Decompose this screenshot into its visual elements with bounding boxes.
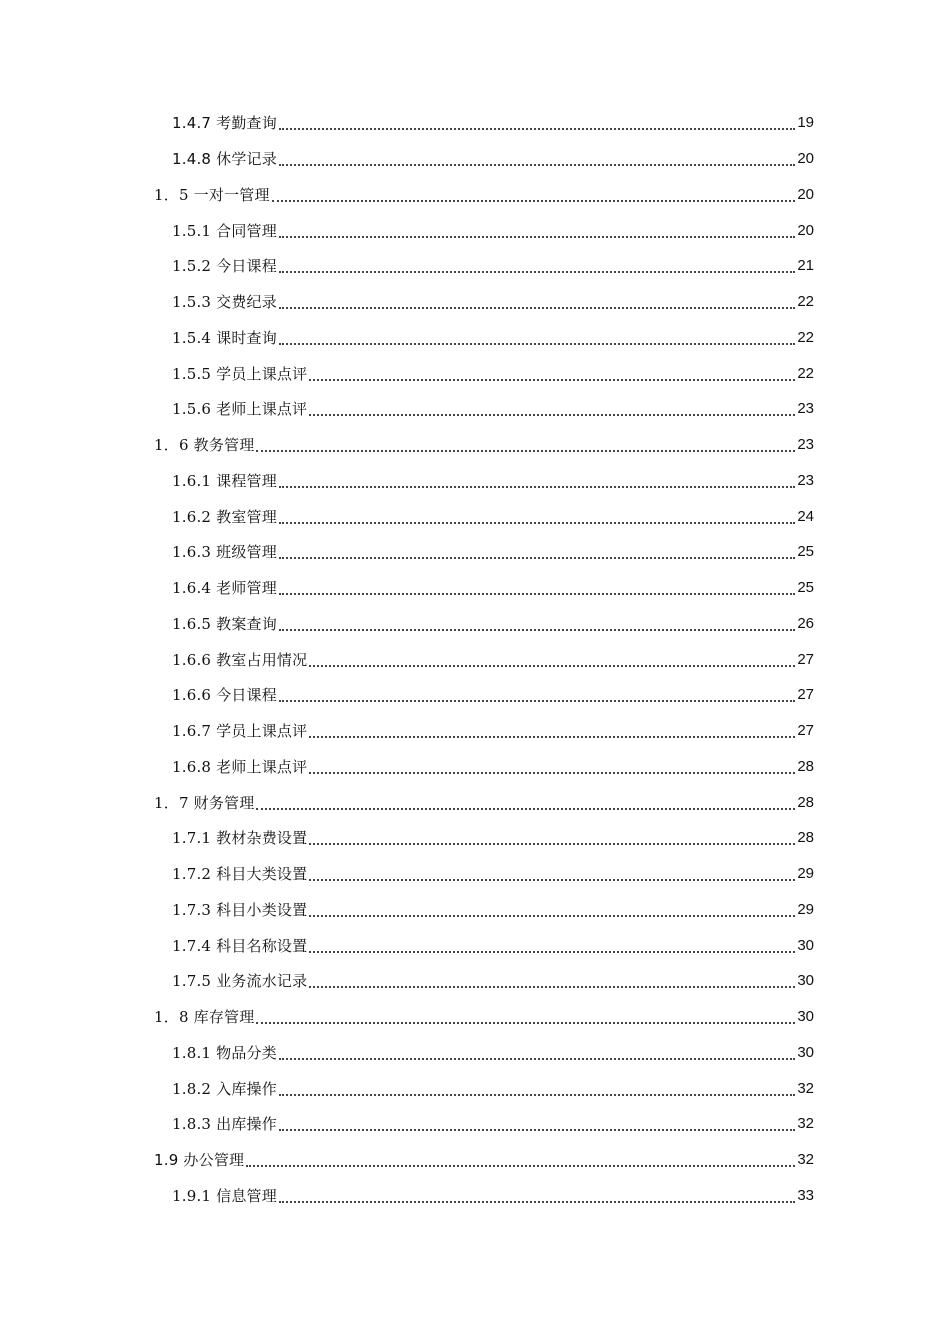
- dot-leader: [279, 127, 795, 130]
- dot-leader: [309, 413, 795, 416]
- dot-leader: [279, 306, 795, 309]
- dot-leader: [279, 1057, 795, 1060]
- toc-entry-label: 1.6.7 学员上课点评: [172, 722, 308, 741]
- toc-entry-page: 29: [797, 900, 814, 918]
- toc-entry[interactable]: [154, 177, 814, 213]
- toc-entry-label: 1．6 教务管理: [154, 436, 255, 455]
- toc-entry[interactable]: [172, 677, 814, 713]
- toc-entry[interactable]: [154, 427, 814, 463]
- toc-entry-label: 1.5.3 交费纪录: [172, 293, 277, 312]
- dot-leader: [279, 235, 795, 238]
- toc-entry[interactable]: [172, 320, 814, 356]
- toc-entry-page: 30: [797, 972, 814, 990]
- toc-entry-label: 1.5.1 合同管理: [172, 221, 277, 240]
- toc-entry-page: 32: [797, 1151, 814, 1169]
- dot-leader: [256, 1021, 795, 1024]
- toc-entry[interactable]: [172, 534, 814, 570]
- toc-entry-label: 1.7.2 科目大类设置: [172, 865, 308, 884]
- dot-leader: [256, 807, 795, 810]
- dot-leader: [246, 1164, 795, 1167]
- toc-entry-page: 21: [797, 257, 814, 275]
- toc-entry-label: 1.6.6 教室占用情况: [172, 650, 308, 669]
- toc-entry-label: 1.6.2 教室管理: [172, 507, 277, 526]
- toc-entry[interactable]: [172, 498, 814, 534]
- toc-entry-label: 1.7.3 科目小类设置: [172, 900, 308, 919]
- dot-leader: [272, 199, 796, 202]
- toc-entry[interactable]: [172, 1035, 814, 1071]
- toc-entry[interactable]: [172, 713, 814, 749]
- toc-entry[interactable]: [172, 391, 814, 427]
- toc-entry-label: 1.8.1 物品分类: [172, 1043, 277, 1062]
- toc-entry-page: 19: [797, 114, 814, 132]
- toc-entry-label: 1.4.7 考勤查询: [172, 114, 277, 133]
- toc-entry[interactable]: [172, 927, 814, 963]
- toc-entry-page: 33: [797, 1186, 814, 1204]
- toc-entry-page: 32: [797, 1115, 814, 1133]
- toc-entry-page: 23: [797, 436, 814, 454]
- toc-entry-page: 22: [797, 328, 814, 346]
- dot-leader: [309, 378, 795, 381]
- toc-entry-label: 1.6.5 教案查询: [172, 614, 277, 633]
- toc-entry-page: 23: [797, 400, 814, 418]
- toc-entry-label: 1．7 财务管理: [154, 793, 255, 812]
- toc-entry-page: 27: [797, 650, 814, 668]
- toc-entry-label: 1.7.1 教材杂费设置: [172, 829, 308, 848]
- dot-leader: [279, 628, 795, 631]
- toc-entry[interactable]: [172, 463, 814, 499]
- toc-entry-page: 25: [797, 579, 814, 597]
- toc-entry[interactable]: [172, 141, 814, 177]
- toc-entry-page: 30: [797, 1043, 814, 1061]
- toc-entry-label: 1.6.1 课程管理: [172, 471, 277, 490]
- toc-entry[interactable]: [172, 820, 814, 856]
- toc-entry-page: 28: [797, 757, 814, 775]
- toc-entry[interactable]: [172, 248, 814, 284]
- toc-entry-page: 28: [797, 829, 814, 847]
- table-of-contents: [0, 105, 950, 1213]
- toc-entry[interactable]: [172, 105, 814, 141]
- toc-entry[interactable]: [172, 856, 814, 892]
- toc-entry-page: 30: [797, 1008, 814, 1026]
- toc-entry[interactable]: [172, 570, 814, 606]
- toc-entry-page: 24: [797, 507, 814, 525]
- dot-leader: [279, 163, 795, 166]
- toc-entry[interactable]: [172, 641, 814, 677]
- dot-leader: [309, 878, 795, 881]
- toc-entry-label: 1.6.4 老师管理: [172, 579, 277, 598]
- toc-entry-label: 1.9 办公管理: [154, 1151, 245, 1170]
- toc-entry[interactable]: [172, 1178, 814, 1214]
- toc-entry-label: 1.9.1 信息管理: [172, 1186, 277, 1205]
- toc-entry-label: 1.8.2 入库操作: [172, 1079, 277, 1098]
- toc-entry[interactable]: [172, 892, 814, 928]
- toc-entry-page: 20: [797, 185, 814, 203]
- toc-entry-label: 1.6.6 今日课程: [172, 686, 277, 705]
- toc-entry-page: 23: [797, 471, 814, 489]
- dot-leader: [309, 842, 795, 845]
- toc-entry-page: 27: [797, 722, 814, 740]
- toc-entry-page: 20: [797, 150, 814, 168]
- toc-entry[interactable]: [172, 749, 814, 785]
- dot-leader: [279, 1128, 795, 1131]
- dot-leader: [279, 485, 795, 488]
- toc-entry-page: 30: [797, 936, 814, 954]
- dot-leader: [309, 771, 795, 774]
- toc-entry-page: 28: [797, 793, 814, 811]
- toc-entry[interactable]: [172, 355, 814, 391]
- dot-leader: [279, 699, 795, 702]
- toc-entry[interactable]: [172, 284, 814, 320]
- dot-leader: [309, 985, 795, 988]
- toc-entry-label: 1．5 一对一管理: [154, 185, 270, 204]
- toc-entry[interactable]: [154, 784, 814, 820]
- toc-entry[interactable]: [154, 999, 814, 1035]
- toc-entry-page: 27: [797, 686, 814, 704]
- toc-entry[interactable]: [172, 963, 814, 999]
- toc-entry[interactable]: [154, 1142, 814, 1178]
- toc-entry[interactable]: [172, 1070, 814, 1106]
- dot-leader: [279, 1093, 795, 1096]
- toc-entry-page: 25: [797, 543, 814, 561]
- toc-entry-label: 1.5.5 学员上课点评: [172, 364, 308, 383]
- toc-entry[interactable]: [172, 212, 814, 248]
- toc-entry-label: 1.5.4 课时查询: [172, 328, 277, 347]
- toc-entry-label: 1.7.4 科目名称设置: [172, 936, 308, 955]
- dot-leader: [309, 950, 795, 953]
- toc-entry-label: 1.8.3 出库操作: [172, 1115, 277, 1134]
- toc-entry-page: 20: [797, 221, 814, 239]
- toc-entry-page: 32: [797, 1079, 814, 1097]
- toc-entry-label: 1.5.2 今日课程: [172, 257, 277, 276]
- toc-entry-page: 26: [797, 614, 814, 632]
- dot-leader: [309, 664, 795, 667]
- dot-leader: [279, 556, 795, 559]
- toc-entry-label: 1．8 库存管理: [154, 1008, 255, 1027]
- toc-entry-label: 1.5.6 老师上课点评: [172, 400, 308, 419]
- dot-leader: [256, 449, 795, 452]
- toc-entry-label: 1.6.3 班级管理: [172, 543, 277, 562]
- toc-entry[interactable]: [172, 606, 814, 642]
- dot-leader: [279, 270, 795, 273]
- toc-entry-page: 22: [797, 364, 814, 382]
- dot-leader: [279, 521, 795, 524]
- dot-leader: [309, 914, 795, 917]
- toc-entry-page: 22: [797, 293, 814, 311]
- toc-entry-page: 29: [797, 865, 814, 883]
- toc-entry-label: 1.7.5 业务流水记录: [172, 972, 308, 991]
- toc-entry-label: 1.6.8 老师上课点评: [172, 757, 308, 776]
- toc-entry[interactable]: [172, 1106, 814, 1142]
- dot-leader: [279, 1200, 795, 1203]
- dot-leader: [279, 592, 795, 595]
- toc-entry-label: 1.4.8 休学记录: [172, 150, 277, 169]
- dot-leader: [309, 735, 795, 738]
- dot-leader: [279, 342, 795, 345]
